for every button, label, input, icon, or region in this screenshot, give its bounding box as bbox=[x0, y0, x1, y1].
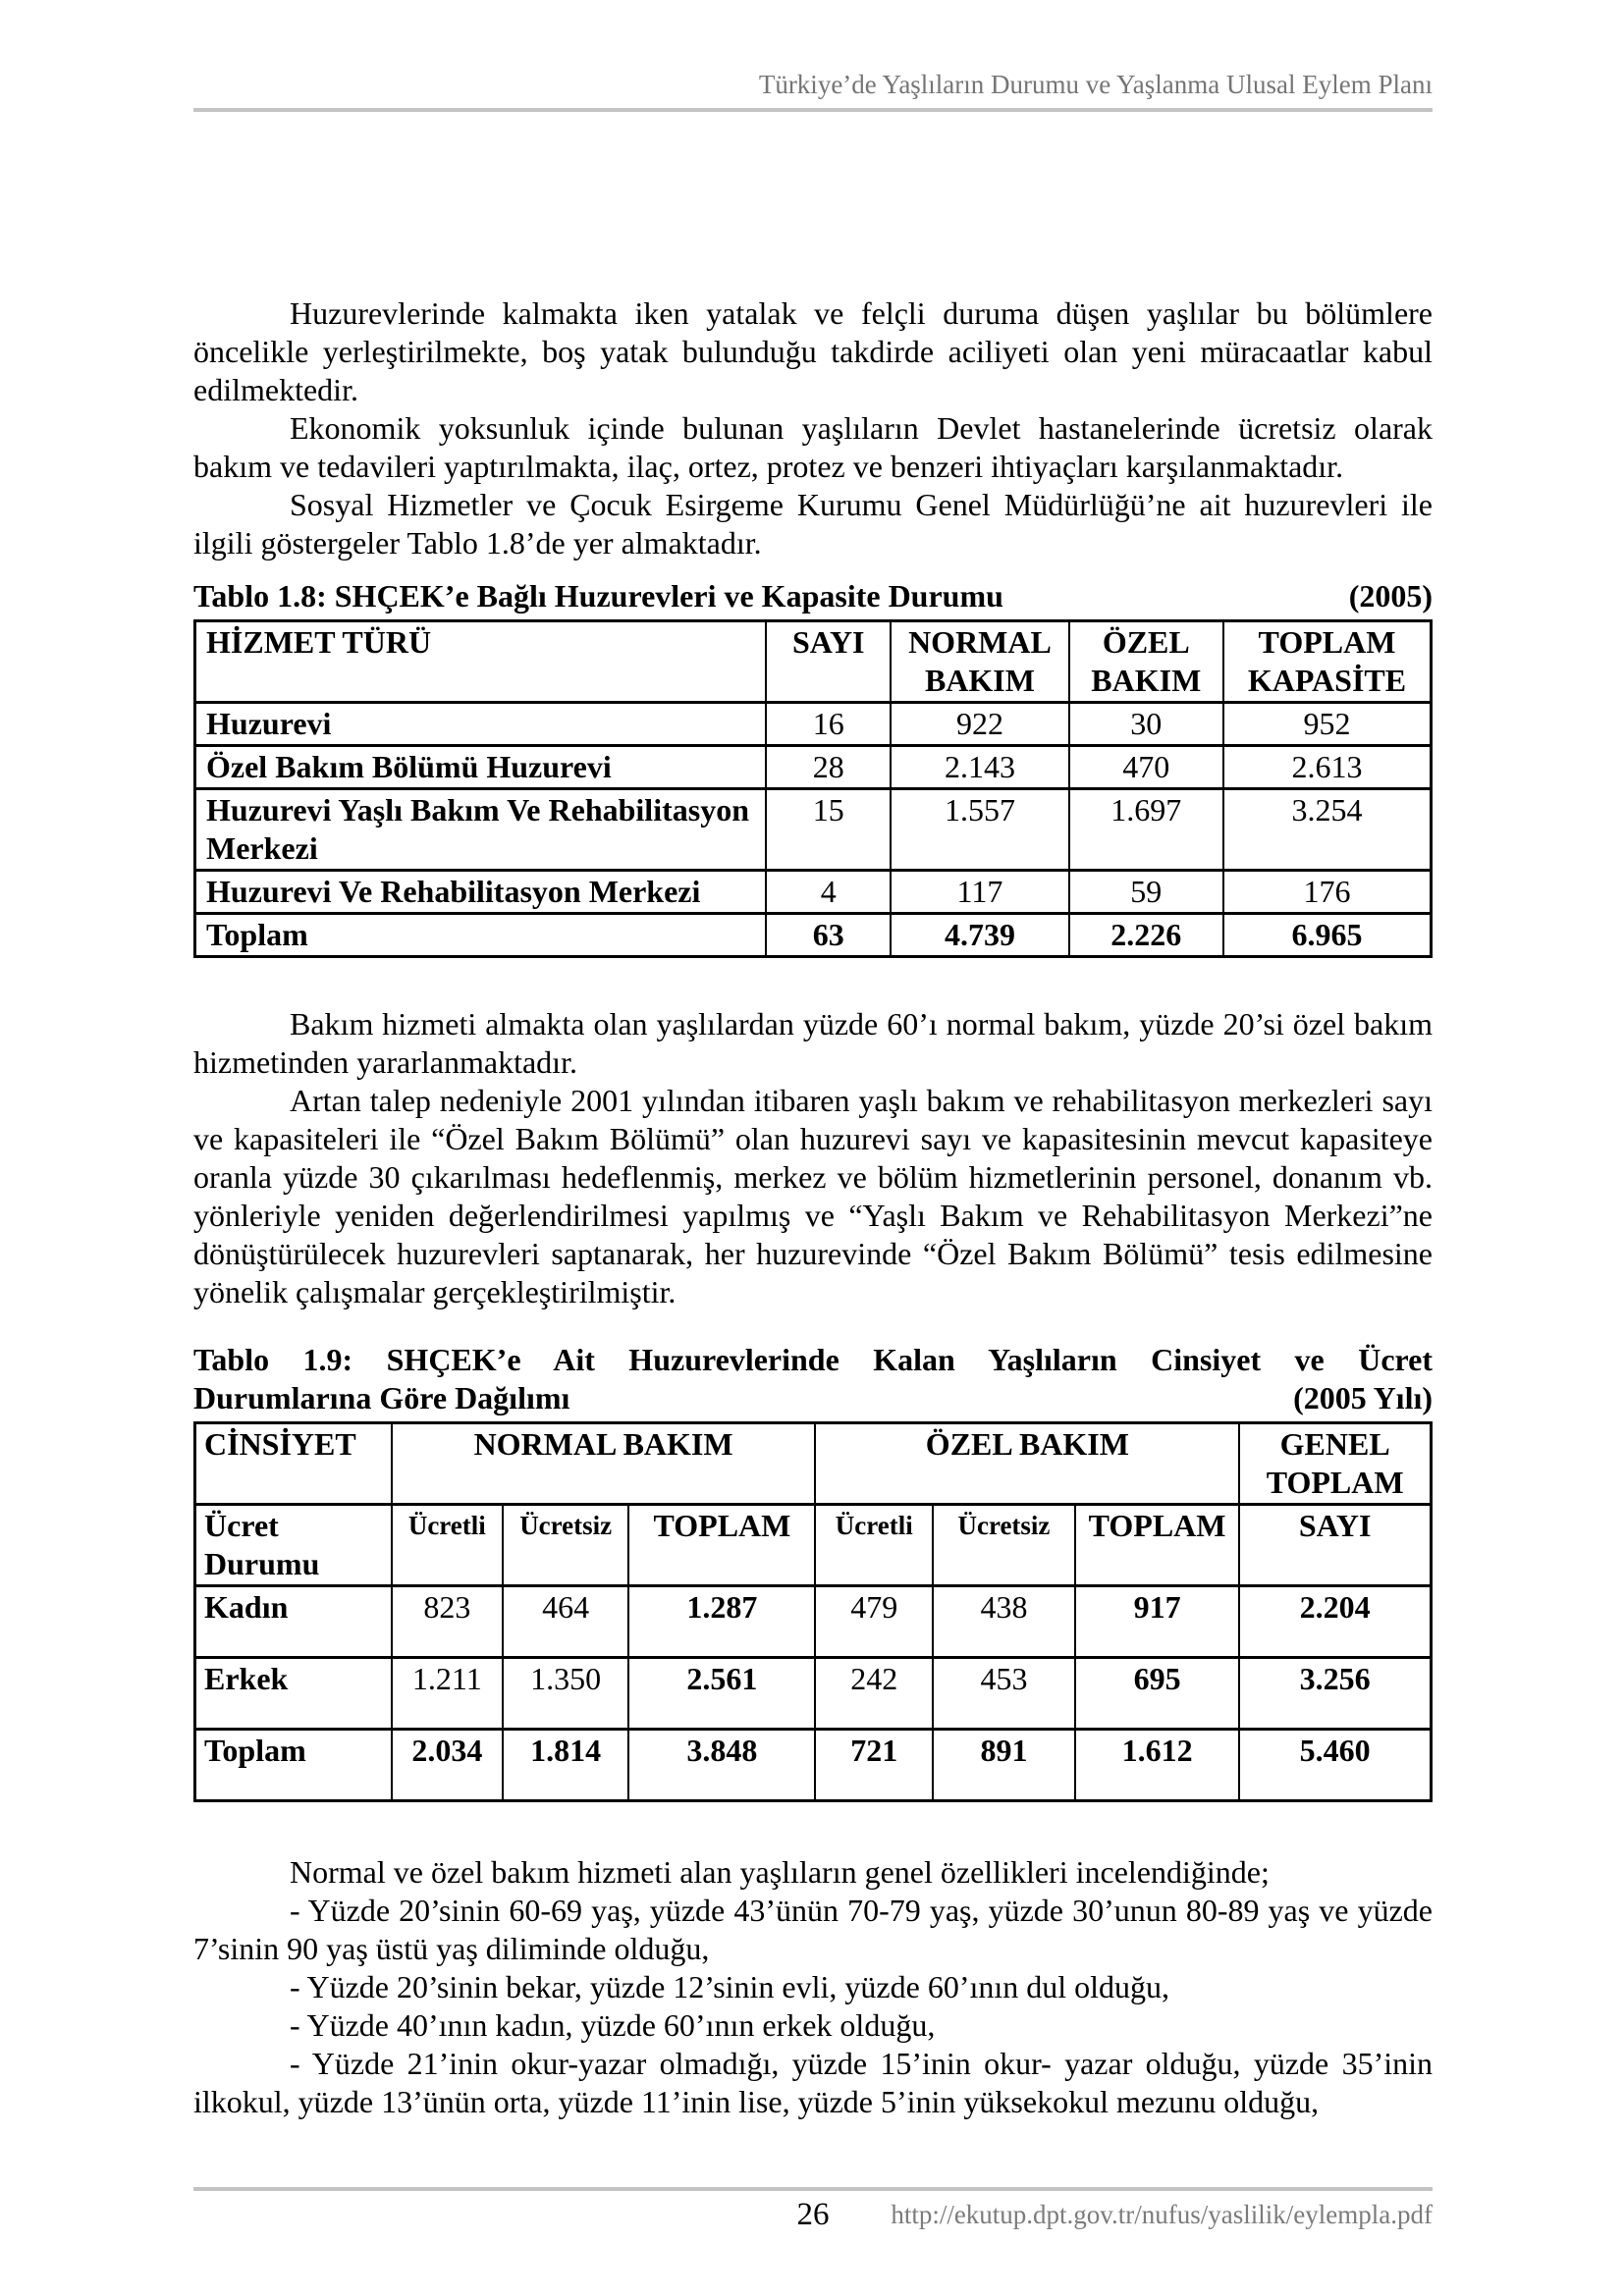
footer-rule bbox=[193, 2187, 1433, 2191]
table-1-8-year: (2005) bbox=[1348, 578, 1433, 614]
list-intro: Normal ve özel bakım hizmeti alan yaşlıların genel özellikleri incelendiğinde; bbox=[290, 1854, 1270, 1890]
table-row bbox=[195, 1586, 1432, 1658]
data-cell: 4 bbox=[766, 871, 891, 914]
data-cell: Huzurevi bbox=[195, 703, 767, 746]
data-cell: 2.561 bbox=[628, 1658, 815, 1730]
list-item: - Yüzde 20’sinin 60-69 yaş, yüzde 43’ünün 70-79 yaş, yüzde 30’unun 80-89 yaş ve yüzde 7’sinin 90 yaş üstü yaş diliminde olduğu, bbox=[193, 1893, 1433, 1966]
data-cell: 3.848 bbox=[628, 1730, 815, 1801]
table-row bbox=[195, 871, 1432, 914]
table-row bbox=[195, 1423, 1432, 1505]
header-cell: Ücretli bbox=[392, 1505, 503, 1586]
table-1-8-title-text: Tablo 1.8: SHÇEK’e Bağlı Huzurevleri ve Kapasite Durumu bbox=[193, 578, 1003, 614]
data-cell: 59 bbox=[1069, 871, 1223, 914]
data-cell: Kadın bbox=[195, 1586, 392, 1658]
data-cell: 2.226 bbox=[1069, 914, 1223, 957]
header-cell: Ücretsiz bbox=[933, 1505, 1075, 1586]
data-cell: 695 bbox=[1075, 1658, 1239, 1730]
header-cell: SAYI bbox=[766, 621, 891, 703]
data-cell: 721 bbox=[815, 1730, 933, 1801]
data-cell: 2.613 bbox=[1223, 746, 1432, 789]
header-cell: TOPLAM bbox=[628, 1505, 815, 1586]
data-cell: Erkek bbox=[195, 1658, 392, 1730]
data-cell: 16 bbox=[766, 703, 891, 746]
table-total-row bbox=[195, 1730, 1432, 1801]
table-1-8 bbox=[193, 619, 1433, 958]
paragraph-2: Ekonomik yoksunluk içinde bulunan yaşlıların Devlet hastanelerinde ücretsiz olarak bakım ve tedavileri yaptırılmakta, ilaç, ortez, protez ve benzeri ihtiyaçları karşılanmaktadır. bbox=[193, 410, 1433, 484]
footer-url: http://ekutup.dpt.gov.tr/nufus/yaslilik/eylempla.pdf bbox=[891, 2200, 1433, 2229]
data-cell: Özel Bakım Bölümü Huzurevi bbox=[195, 746, 767, 789]
header-cell: SAYI bbox=[1239, 1505, 1431, 1586]
data-cell: 464 bbox=[503, 1586, 628, 1658]
data-cell: Huzurevi Ve Rehabilitasyon Merkezi bbox=[195, 871, 767, 914]
data-cell: 4.739 bbox=[891, 914, 1068, 957]
paragraph-3: Sosyal Hizmetler ve Çocuk Esirgeme Kurumu Genel Müdürlüğü’ne ait huzurevleri ile ilgili göstergeler Tablo 1.8’de yer almaktadır. bbox=[193, 487, 1433, 561]
header-cell: Ücret Durumu bbox=[195, 1505, 392, 1586]
header-rule bbox=[193, 108, 1433, 112]
header-cell: ÖZEL BAKIM bbox=[1069, 621, 1223, 703]
header-cell: HİZMET TÜRÜ bbox=[195, 621, 767, 703]
data-cell: 1.211 bbox=[392, 1658, 503, 1730]
data-cell: 30 bbox=[1069, 703, 1223, 746]
data-cell: 176 bbox=[1223, 871, 1432, 914]
footer-row bbox=[193, 2197, 1433, 2236]
data-cell: Toplam bbox=[195, 1730, 392, 1801]
table-row bbox=[195, 621, 1432, 703]
data-cell: 1.557 bbox=[891, 789, 1068, 871]
data-cell: 6.965 bbox=[1223, 914, 1432, 957]
header-cell: Ücretli bbox=[815, 1505, 933, 1586]
data-cell: 922 bbox=[891, 703, 1068, 746]
table-1-9-title-line2 bbox=[193, 1379, 1433, 1417]
data-cell: Toplam bbox=[195, 914, 767, 957]
data-cell: 3.256 bbox=[1239, 1658, 1431, 1730]
table-row bbox=[195, 1505, 1432, 1586]
data-cell: 1.612 bbox=[1075, 1730, 1239, 1801]
data-cell: 15 bbox=[766, 789, 891, 871]
data-cell: 117 bbox=[891, 871, 1068, 914]
data-cell: 3.254 bbox=[1223, 789, 1432, 871]
list-item: - Yüzde 21’inin okur-yazar olmadığı, yüzde 15’inin okur- yazar olduğu, yüzde 35’inin ilkokul, yüzde 13’ünün orta, yüzde 11’inin lise, yüzde 5’inin yüksekokul mezunu olduğu, bbox=[193, 2046, 1433, 2119]
running-header-title: Türkiye’de Yaşlıların Durumu ve Yaşlanma Ulusal Eylem Planı bbox=[758, 70, 1433, 99]
data-cell: 1.350 bbox=[503, 1658, 628, 1730]
data-cell: 952 bbox=[1223, 703, 1432, 746]
table-row bbox=[195, 1658, 1432, 1730]
data-cell: 891 bbox=[933, 1730, 1075, 1801]
table-1-8-title bbox=[193, 577, 1433, 615]
data-cell: 453 bbox=[933, 1658, 1075, 1730]
table-row bbox=[195, 703, 1432, 746]
page-footer bbox=[193, 2187, 1433, 2236]
data-cell: 2.143 bbox=[891, 746, 1068, 789]
data-cell: 823 bbox=[392, 1586, 503, 1658]
data-cell: 5.460 bbox=[1239, 1730, 1431, 1801]
list-item: - Yüzde 20’sinin bekar, yüzde 12’sinin evli, yüzde 60’ının dul olduğu, bbox=[290, 1969, 1170, 2004]
running-header bbox=[193, 69, 1433, 112]
data-cell: 63 bbox=[766, 914, 891, 957]
data-cell: 2.034 bbox=[392, 1730, 503, 1801]
table-1-9-title-line1: Tablo 1.9: SHÇEK’e Ait Huzurevlerinde Kalan Yaşlıların Cinsiyet ve Ücret bbox=[193, 1342, 1433, 1377]
header-cell: Ücretsiz bbox=[503, 1505, 628, 1586]
page-number: 26 bbox=[796, 2197, 830, 2232]
paragraph-1: Huzurevlerinde kalmakta iken yatalak ve felçli duruma düşen yaşlılar bu bölümlere öncelikle yerleştirilmekte, boş yatak bulunduğu takdirde aciliyeti olan yeni müracaatlar kabul edilmektedir. bbox=[193, 295, 1433, 407]
data-cell: 917 bbox=[1075, 1586, 1239, 1658]
data-cell: 1.814 bbox=[503, 1730, 628, 1801]
header-cell: GENEL TOPLAM bbox=[1239, 1423, 1431, 1505]
data-cell: 470 bbox=[1069, 746, 1223, 789]
header-cell: NORMAL BAKIM bbox=[392, 1423, 816, 1505]
header-cell: NORMAL BAKIM bbox=[891, 621, 1068, 703]
table-row bbox=[195, 746, 1432, 789]
page-body bbox=[193, 294, 1433, 2121]
table-1-9-year: (2005 Yılı) bbox=[1293, 1380, 1433, 1415]
list-item: - Yüzde 40’ının kadın, yüzde 60’ının erkek olduğu, bbox=[290, 2007, 936, 2043]
data-cell: 479 bbox=[815, 1586, 933, 1658]
header-cell: ÖZEL BAKIM bbox=[815, 1423, 1239, 1505]
paragraph-4: Bakım hizmeti almakta olan yaşlılardan yüzde 60’ı normal bakım, yüzde 20’si özel bakım hizmetinden yararlanmaktadır. bbox=[193, 1006, 1433, 1080]
header-cell: CİNSİYET bbox=[195, 1423, 392, 1505]
data-cell: 1.287 bbox=[628, 1586, 815, 1658]
data-cell: Huzurevi Yaşlı Bakım Ve Rehabilitasyon Merkezi bbox=[195, 789, 767, 871]
data-cell: 2.204 bbox=[1239, 1586, 1431, 1658]
data-cell: 438 bbox=[933, 1586, 1075, 1658]
header-cell: TOPLAM bbox=[1075, 1505, 1239, 1586]
table-1-9 bbox=[193, 1421, 1433, 1802]
table-1-9-title-text: Durumlarına Göre Dağılımı bbox=[193, 1380, 570, 1415]
data-cell: 1.697 bbox=[1069, 789, 1223, 871]
data-cell: 28 bbox=[766, 746, 891, 789]
table-row bbox=[195, 789, 1432, 871]
header-cell: TOPLAM KAPASİTE bbox=[1223, 621, 1432, 703]
data-cell: 242 bbox=[815, 1658, 933, 1730]
paragraph-5: Artan talep nedeniyle 2001 yılından itibaren yaşlı bakım ve rehabilitasyon merkezleri sayı ve kapasiteleri ile “Özel Bakım Bölümü” olan huzurevi sayı ve kapasitesinin mevcut kapasiteye oranla yüzde 30 çıkarılması hedeflenmiş, merkez ve bölüm hizmetlerinin personel, donanım vb. yönleriyle yeniden değerlendirilmesi yapılmış ve “Yaşlı Bakım ve Rehabilitasyon Merkezi”ne dönüştürülecek huzurevleri saptanarak, her huzurevinde “Özel Bakım Bölümü” tesis edilmesine yönelik çalışmalar gerçekleştirilmiştir. bbox=[193, 1083, 1433, 1309]
table-total-row bbox=[195, 914, 1432, 957]
